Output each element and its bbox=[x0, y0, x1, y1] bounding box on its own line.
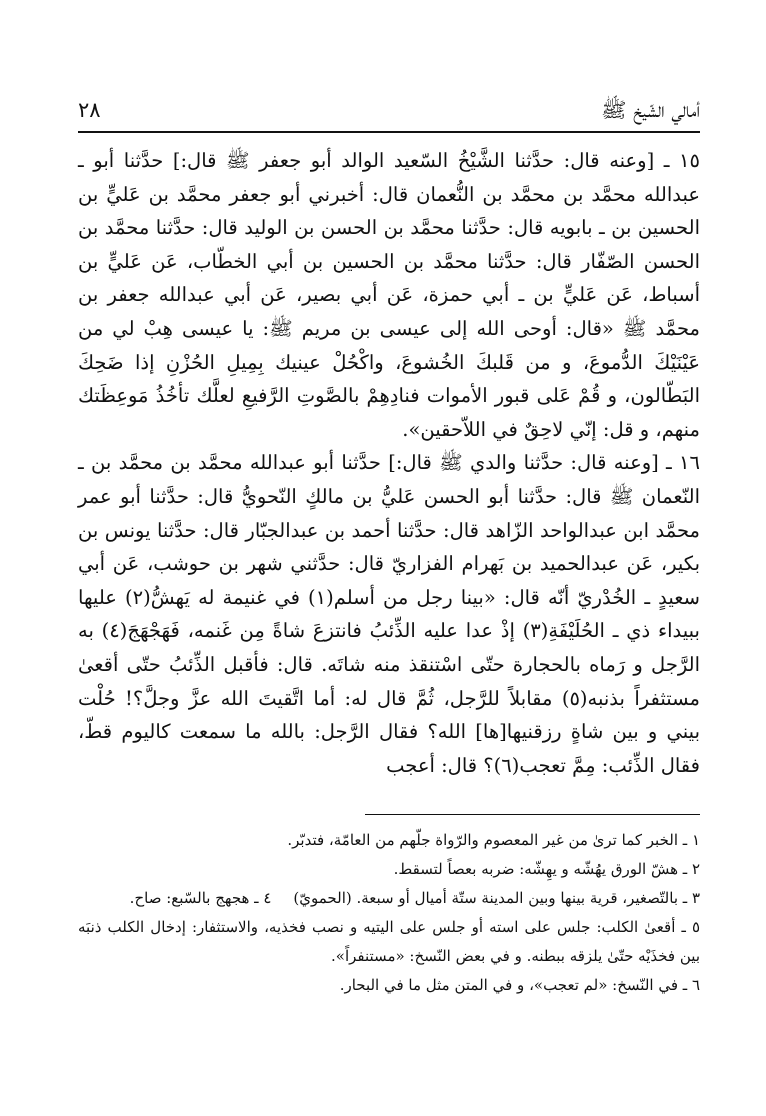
header-rule bbox=[78, 131, 700, 133]
footnote-4: ٤ ـ هجهج بالسّبع: صاح. bbox=[129, 889, 272, 907]
page-number: ٢٨ bbox=[78, 98, 101, 122]
main-text bbox=[78, 144, 700, 782]
footnote-5: ٥ ـ أقعىٰ الكلب: جلس على استه أو جلس على اليتيه و نصب فخذيه، والاستثفار: إدخال الكلب ذنبَه بين فخذَيْه حتّىٰ يلزقه ببطنه. و في بعض النّسخ: «مستنفراً». bbox=[78, 918, 700, 965]
footnote-6: ٦ ـ في النّسخ: «لم تعجب»، و في المتن مثل ما في البحار. bbox=[339, 976, 700, 994]
footnote-line-3-4 bbox=[78, 884, 700, 913]
hadith-paragraph-15: ١٥ ـ [وعنه قال: حدَّثنا الشَّيْخُ السّعيد الوالد أبو جعفر ﷺ قال:] حدَّثنا أبو ـ عبدالله محمَّد بن محمَّد بن النُّعمان قال: أخبرني أبو جعفر محمَّد بن عَليٍّ بن الحسين بن ـ بابويه قال: حدَّثنا محمَّد بن الحسن بن الوليد قال: حدَّثنا محمَّد بن الحسن الصّفّار قال: حدَّثنا محمَّد بن الحسين بن أبي الخطّاب، عَن عَليٍّ بن أسباط، عَن عَليٍّ بن ـ أبي حمزة، عَن أبي بصير، عَن أبي عبدالله جعفر بن محمَّد ﷺ «قال: أوحى الله إلى عيسى بن مريم ﷺ: يا عيسى هِبْ لي من عَيْنَيْكَ الدُّموعَ، و من قَلبكَ الخُشوعَ، واكْحُلْ عينيك بِمِيلِ الحُزْنِ إذا ضَحِكَ البَطّالون، و قُمْ عَلى قبور الأموات فنادِهِمْ بالصَّوتِ الرَّفيعِ لعلَّك تأخُذُ مَوعِظَتك منهم، و قل: إنّي لاحِقٌ في اللاّحقين». bbox=[78, 149, 700, 441]
footnote-2: ٢ ـ هشّ الورق يهُشّه و يهِشّه: ضربه بعصاً لتسقط. bbox=[393, 860, 700, 878]
running-header bbox=[78, 88, 700, 124]
footnote-rule bbox=[365, 814, 700, 815]
footnote-1: ١ ـ الخبر كما ترىٰ من غير المعصوم والرّواة جلّهم من العامّة، فتدبّر. bbox=[287, 831, 700, 849]
footnotes bbox=[78, 826, 700, 1000]
footnote-3: ٣ ـ بالتّصغير، قرية بينها وبين المدينة ستّة أميال أو سبعة. (الحمويّ) bbox=[293, 889, 700, 907]
running-title: أمالي الشّيخ ﷺ bbox=[601, 98, 700, 122]
hadith-paragraph-16: ١٦ ـ [وعنه قال: حدَّثنا والدي ﷺ قال:] حدَّثنا أبو عبدالله محمَّد بن محمَّد بن ـ النّعمان ﷺ قال: حدَّثنا أبو الحسن عَليُّ بن مالكٍ النّحويُّ قال: حدَّثنا أبو عمر محمَّد ابن عبدالواحد الزّاهد قال: حدَّثنا أحمد بن عبدالجبّار قال: حدَّثنا يونس بن بكير، عَن عبدالحميد بن بَهرام الفزاريّ قال: حدَّثني شهر بن حوشب، عَن أبي سعيدٍ ـ الخُدْريّ أنّه قال: «بينا رجل من أسلم(١) في غنيمة له يَهشُّ(٢) عليها ببيداء ذي ـ الحُلَيْفَةِ(٣) إذْ عدا عليه الذِّئبُ فانتزعَ شاةً مِن غَنمه، فَهَجْهَجَ(٤) به الرَّجل و رَماه بالحجارة حتّى اسْتنقذ منه شاتَه. قال: فأقبل الذِّئبُ حتّى أقعىٰ مستثفراً بذنبه(٥) مقابلاً للرَّجل، ثُمَّ قال له: أما اتَّقيتَ الله عزَّ وجلَّ؟! حُلْت بيني و بين شاةٍ رزقنيها[ها] الله؟ فقال الرَّجل: بالله ما سمعت كاليوم قطّ، فقال الذِّئب: مِمَّ تعجب(٦)؟ قال: أعجب bbox=[78, 451, 700, 777]
